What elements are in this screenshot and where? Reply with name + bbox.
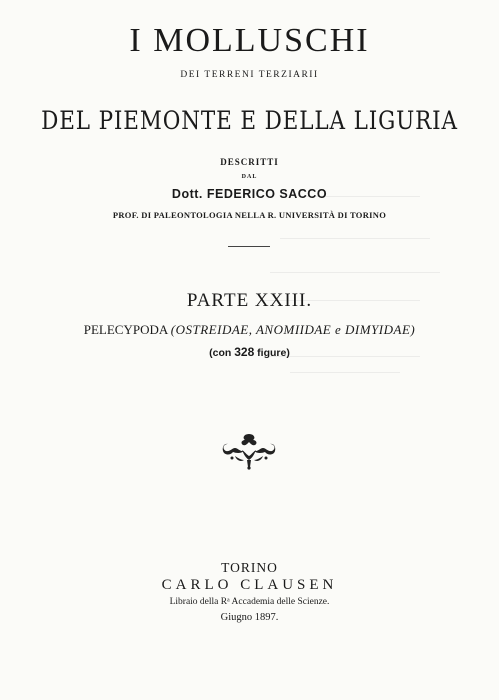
printer-ornament-icon xyxy=(220,430,278,470)
book-title-region: DEL PIEMONTE E DELLA LIGURIA xyxy=(41,106,458,135)
bleed-through xyxy=(290,372,400,373)
divider-rule xyxy=(228,246,270,247)
class-prefix: PELECYPODA xyxy=(83,322,171,337)
part-heading: PARTE XXIII. xyxy=(186,290,313,311)
publisher-note: Libraio della Rᵃ Accademia delle Scienze. xyxy=(169,597,330,607)
families-italic: (OSTREIDAE, ANOMIIDAE e DIMYIDAE) xyxy=(170,322,416,337)
book-title: I MOLLUSCHI xyxy=(129,22,370,59)
publisher-name: CARLO CLAUSEN xyxy=(161,577,338,593)
figures-note xyxy=(0,345,499,359)
figures-suffix: figure) xyxy=(254,347,290,359)
author-title: PROF. DI PALEONTOLOGIA NELLA R. UNIVERSITÀ DI TORINO xyxy=(112,210,387,220)
figures-prefix: (con xyxy=(209,347,235,359)
figures-count: 328 xyxy=(234,345,255,359)
publication-city: TORINO xyxy=(221,560,278,575)
author-name: Dott. FEDERICO SACCO xyxy=(171,187,328,201)
bleed-through xyxy=(280,238,430,239)
descritti-label: DESCRITTI xyxy=(220,157,279,167)
bleed-through xyxy=(270,272,440,273)
class-line xyxy=(0,322,499,338)
publication-date: Giugno 1897. xyxy=(220,612,279,623)
dal-label: DAL xyxy=(241,174,258,180)
subtitle-line: DEI TERRENI TERZIARII xyxy=(180,70,319,80)
